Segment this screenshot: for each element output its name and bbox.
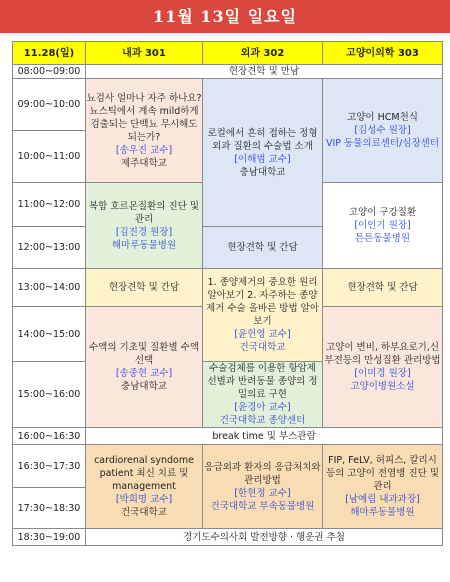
time-cell: 15:00~16:00 bbox=[13, 362, 86, 428]
cat-session-2 bbox=[323, 183, 443, 269]
time-cell: 10:00~11:00 bbox=[13, 131, 86, 183]
header-room-oegwa: 외과 302 bbox=[203, 42, 323, 65]
oegwa-session-4 bbox=[203, 362, 323, 428]
session-title: 고양이 변비, 하부요로기,신부전등의 만성질환 관리방법 bbox=[324, 342, 441, 366]
break-session: break time 및 부스관람 bbox=[86, 428, 443, 445]
session-title: 응급외과 환자의 응급처치와 관리방법 bbox=[204, 461, 321, 486]
session-title: 고양이 HCM천식 bbox=[347, 112, 418, 123]
session-speaker: [이해범 교수] bbox=[234, 153, 291, 165]
session-speaker: [윤헌영 교수] bbox=[234, 329, 291, 340]
session-title: 복합 호르몬질환의 진단 및 관리 bbox=[88, 200, 199, 225]
session-title: 1. 종양제거의 중요한 원리 알아보기 2. 자주하는 종양제거 수술 올바른 방법 알아보기 bbox=[205, 277, 320, 327]
cat-session-5 bbox=[323, 445, 443, 529]
session-title: 로컬에서 흔히 접하는 정형외과 질환의 수술법 소개 bbox=[207, 127, 318, 152]
session-title: 수액의 기초및 질환별 수액선택 bbox=[88, 342, 199, 366]
time-cell: 12:00~13:00 bbox=[13, 227, 86, 269]
session-speaker: [한현정 교수] bbox=[234, 487, 291, 499]
table-row bbox=[13, 445, 443, 488]
session-org: 제주대학교 bbox=[121, 157, 167, 169]
table-row bbox=[13, 428, 443, 445]
session-org: 해마루동물병원 bbox=[111, 239, 177, 251]
naegwa-session-1 bbox=[86, 79, 203, 183]
opening-session: 현장견학 및 만남 bbox=[86, 65, 443, 79]
cat-session-4 bbox=[323, 307, 443, 428]
time-cell: 18:30~19:00 bbox=[13, 529, 86, 546]
session-org: VIP 동물의료센터/심장센터 bbox=[325, 138, 440, 149]
session-org: 건국대학교 종양센터 bbox=[219, 415, 306, 426]
session-speaker: [이인기 원장] bbox=[354, 220, 411, 231]
session-speaker: [남예림 내과과장] bbox=[345, 494, 420, 505]
page-title: 11월 13일 일요일 bbox=[153, 7, 297, 26]
session-org: 고양이병원소설 bbox=[350, 381, 415, 392]
session-org: 건국대학교 bbox=[239, 342, 286, 353]
time-cell: 13:00~14:00 bbox=[13, 269, 86, 307]
session-org: 건국대학교 bbox=[121, 507, 167, 518]
naegwa-session-5 bbox=[86, 445, 203, 529]
session-org: 튼튼동물병원 bbox=[354, 233, 411, 244]
session-title: 수술검체를 이용한 항암제 선별과 반려동물 종양의 정밀의료 구현 bbox=[207, 363, 318, 400]
session-speaker: [김성수 원장] bbox=[354, 125, 411, 136]
naegwa-session-4 bbox=[86, 307, 203, 428]
table-row bbox=[13, 269, 443, 307]
session-org: 충남대학교 bbox=[239, 166, 286, 178]
cat-session-1 bbox=[323, 79, 443, 183]
oegwa-session-3 bbox=[203, 269, 323, 362]
session-org: 해마루동물병원 bbox=[350, 507, 415, 518]
table-row bbox=[13, 65, 443, 79]
session-org: 건국대학교 부속동물병원 bbox=[210, 500, 315, 512]
closing-session: 경기도수의사회 발전방향 · 행운권 추첨 bbox=[86, 529, 443, 546]
header-room-cat: 고양이의학 303 bbox=[323, 42, 443, 65]
time-cell: 08:00~09:00 bbox=[13, 65, 86, 79]
oegwa-session-1 bbox=[203, 79, 323, 227]
session-title: 고양이 구강질환 bbox=[348, 207, 417, 218]
session-speaker: [김진경 원장] bbox=[115, 226, 173, 238]
header-date: 11.28(일) bbox=[13, 42, 86, 65]
session-speaker: [윤경아 교수] bbox=[234, 402, 291, 413]
cat-session-3: 현장견학 및 간담 bbox=[323, 269, 443, 307]
time-cell: 16:30~17:30 bbox=[13, 445, 86, 488]
schedule-table bbox=[12, 41, 443, 546]
time-cell: 09:00~10:00 bbox=[13, 79, 86, 131]
naegwa-session-3: 현장견학 및 간담 bbox=[86, 269, 203, 307]
time-cell: 14:00~15:00 bbox=[13, 307, 86, 362]
naegwa-session-2 bbox=[86, 183, 203, 269]
oegwa-session-2: 현장견학 및 간담 bbox=[203, 227, 323, 269]
title-bar bbox=[0, 0, 450, 33]
session-title: 뇨검사 얼마나 자주 하나요? 뇨스틱에서 계속 mild하게 검출되는 단백뇨 무시해도 되는가? bbox=[86, 92, 202, 143]
table-row bbox=[13, 79, 443, 131]
session-speaker: [송중현 교수] bbox=[115, 368, 173, 379]
session-title: cardiorenal syndome patient 최신 치료 및 management bbox=[94, 455, 194, 492]
table-row bbox=[13, 529, 443, 546]
header-row bbox=[13, 42, 443, 65]
session-org: 충남대학교 bbox=[121, 381, 167, 392]
time-cell: 16:00~16:30 bbox=[13, 428, 86, 445]
session-speaker: [송우진 교수] bbox=[115, 144, 173, 156]
session-title: FIP, FeLV, 허피스, 칼리시 등의 고양이 전염병 진단 및 관리 bbox=[325, 455, 440, 492]
session-speaker: [박희명 교수] bbox=[115, 494, 173, 505]
oegwa-session-5 bbox=[203, 445, 323, 529]
time-cell: 11:00~12:00 bbox=[13, 183, 86, 227]
session-speaker: [이미경 원장] bbox=[354, 368, 411, 379]
time-cell: 17:30~18:30 bbox=[13, 488, 86, 529]
header-room-naegwa: 내과 301 bbox=[86, 42, 203, 65]
